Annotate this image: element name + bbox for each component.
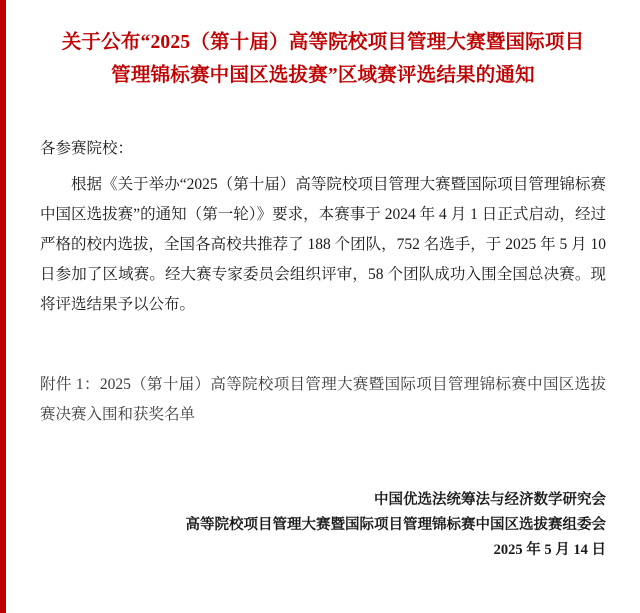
body-paragraph: 根据《关于举办“2025（第十届）高等院校项目管理大赛暨国际项目管理锦标赛中国区选拔赛”的通知（第一轮）》要求，本赛事于 2024 年 4 月 1 日正式启动，经过严格的校内选拔，全国各高校共推荐了 188 个团队，752 名选手，于 2025 年 5 月 10 日参加了区域赛。经大赛专家委员会组织评审，58 个团队成功入围全国总决赛。现将评选结果予以公布。 xyxy=(40,176,606,313)
signature-organization-1: 中国优选法统筹法与经济数学研究会 xyxy=(374,492,606,508)
attachment-reference: 附件 1：2025（第十届）高等院校项目管理大赛暨国际项目管理锦标赛中国区选拔赛决赛入围和获奖名单 xyxy=(40,376,606,423)
document-title-line-2: 管理锦标赛中国区选拔赛”区域赛评选结果的通知 xyxy=(111,65,535,86)
signature-block xyxy=(40,488,606,563)
document-title-line-1: 关于公布“2025（第十届）高等院校项目管理大赛暨国际项目 xyxy=(61,32,585,53)
signature-organization-2: 高等院校项目管理大赛暨国际项目管理锦标赛中国区选拔赛组委会 xyxy=(185,517,606,533)
salutation: 各参赛院校： xyxy=(40,140,134,157)
document-content xyxy=(6,0,640,613)
document-title xyxy=(40,26,606,92)
signature-date: 2025 年 5 月 14 日 xyxy=(493,542,606,558)
